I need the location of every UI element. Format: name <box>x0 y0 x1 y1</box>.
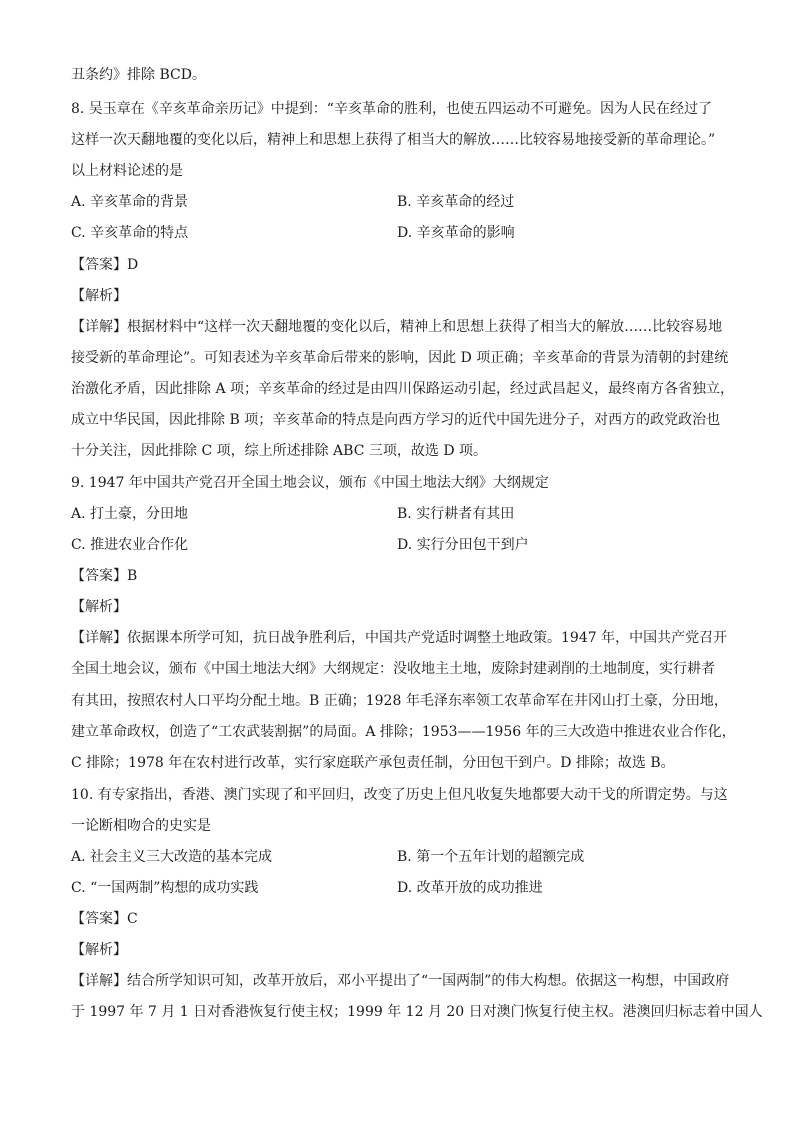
q10-stem-line-1: 10. 有专家指出，香港、澳门实现了和平回归，改变了历史上但凡收复失地都要大动干戈的所谓定势。与这 <box>71 787 728 803</box>
q10-detail-line-1 <box>71 968 729 994</box>
q8-detail-line-2: 接受新的革命理论”。可知表述为辛亥革命后带来的影响，因此 D 项正确；辛亥革命的背景为清朝的封建统 <box>71 350 729 366</box>
detail-text: 结合所学知识可知，改革开放后，邓小平提出了“一国两制”的伟大构想。依据这一构想，中国政府 <box>127 973 730 989</box>
q9-option-a: A. 打土豪，分田地 <box>71 506 189 522</box>
answer-value: D <box>127 257 139 273</box>
answer-label: 【答案】 <box>71 568 127 584</box>
q8-detail-line-5: 十分关注，因此排除 C 项，综上所述排除 ABC 三项，故选 D 项。 <box>71 443 488 459</box>
q9-stem-line-1: 9. 1947 年中国共产党召开全国土地会议，颁布《中国土地法大纲》大纲规定 <box>71 475 549 491</box>
detail-text: 依据课本所学可知，抗日战争胜利后，中国共产党适时调整土地政策。1947 年，中国共产党召开 <box>127 630 728 646</box>
q8-option-d: D. 辛亥革命的影响 <box>397 225 515 241</box>
q8-detail-line-1 <box>71 314 722 340</box>
q10-detail-line-2: 于 1997 年 7 月 1 日对香港恢复行使主权；1999 年 12 月 20 日对澳门恢复行使主权。港澳回归标志着中国人 <box>71 1004 763 1020</box>
q8-stem-line-2: 这样一次天翻地覆的变化以后，精神上和思想上获得了相当大的解放……比较容易地接受新的革命理论。” <box>71 132 716 148</box>
q8-stem-line-3: 以上材料论述的是 <box>71 163 183 179</box>
detail-label: 【详解】 <box>71 973 127 989</box>
q8-stem-line-1: 8. 吴玉章在《辛亥革命亲历记》中提到：“辛亥革命的胜利，也使五四运动不可避免。因为人民在经过了 <box>71 101 712 117</box>
q10-option-d: D. 改革开放的成功推进 <box>397 880 543 896</box>
q9-option-c: C. 推进农业合作化 <box>71 537 189 553</box>
q10-analysis-label: 【解析】 <box>71 942 127 958</box>
q8-answer <box>71 252 138 278</box>
q8-option-a: A. 辛亥革命的背景 <box>71 194 189 210</box>
q8-detail-line-3: 治激化矛盾，因此排除 A 项；辛亥革命的经过是由四川保路运动引起，经过武昌起义，最终南方各省独立， <box>71 381 735 397</box>
answer-label: 【答案】 <box>71 911 127 927</box>
q9-detail-line-3: 有其田，按照农村人口平均分配土地。B 正确；1928 年毛泽东率领工农革命军在井冈山打土豪，分田地， <box>71 693 728 709</box>
prev-question-tail: 丑条约》排除 BCD。 <box>71 67 206 83</box>
detail-text: 根据材料中“这样一次天翻地覆的变化以后，精神上和思想上获得了相当大的解放……比较容易地 <box>127 319 723 335</box>
detail-label: 【详解】 <box>71 630 127 646</box>
q8-option-b: B. 辛亥革命的经过 <box>397 194 515 210</box>
q9-detail-line-2: 全国土地会议，颁布《中国土地法大纲》大纲规定：没收地主土地，废除封建剥削的土地制度，实行耕者 <box>71 661 715 677</box>
q9-option-d: D. 实行分田包干到户 <box>397 537 529 553</box>
q9-answer <box>71 563 137 589</box>
q8-option-c: C. 辛亥革命的特点 <box>71 225 189 241</box>
q10-option-b: B. 第一个五年计划的超额完成 <box>397 849 585 865</box>
q9-detail-line-5: C 排除；1978 年在农村进行改革，实行家庭联产承包责任制，分田包干到户。D 排除；故选 B。 <box>71 755 675 771</box>
q10-option-a: A. 社会主义三大改造的基本完成 <box>71 849 273 865</box>
q9-option-b: B. 实行耕者有其田 <box>397 506 515 522</box>
q10-stem-line-2: 一论断相吻合的史实是 <box>71 818 211 834</box>
answer-label: 【答案】 <box>71 257 127 273</box>
q10-answer <box>71 906 138 932</box>
q8-analysis-label: 【解析】 <box>71 288 127 304</box>
q10-option-c: C. “一国两制”构想的成功实践 <box>71 880 259 896</box>
detail-label: 【详解】 <box>71 319 127 335</box>
answer-value: B <box>127 568 138 584</box>
q9-analysis-label: 【解析】 <box>71 599 127 615</box>
q9-detail-line-4: 建立革命政权，创造了“工农武装割据”的局面。A 排除；1953——1956 年的三大改造中推进农业合作化， <box>71 724 736 740</box>
q8-detail-line-4: 成立中华民国，因此排除 B 项；辛亥革命的特点是向西方学习的近代中国先进分子，对西方的政党政治也 <box>71 412 721 428</box>
q9-detail-line-1 <box>71 625 727 651</box>
answer-value: C <box>127 911 138 927</box>
